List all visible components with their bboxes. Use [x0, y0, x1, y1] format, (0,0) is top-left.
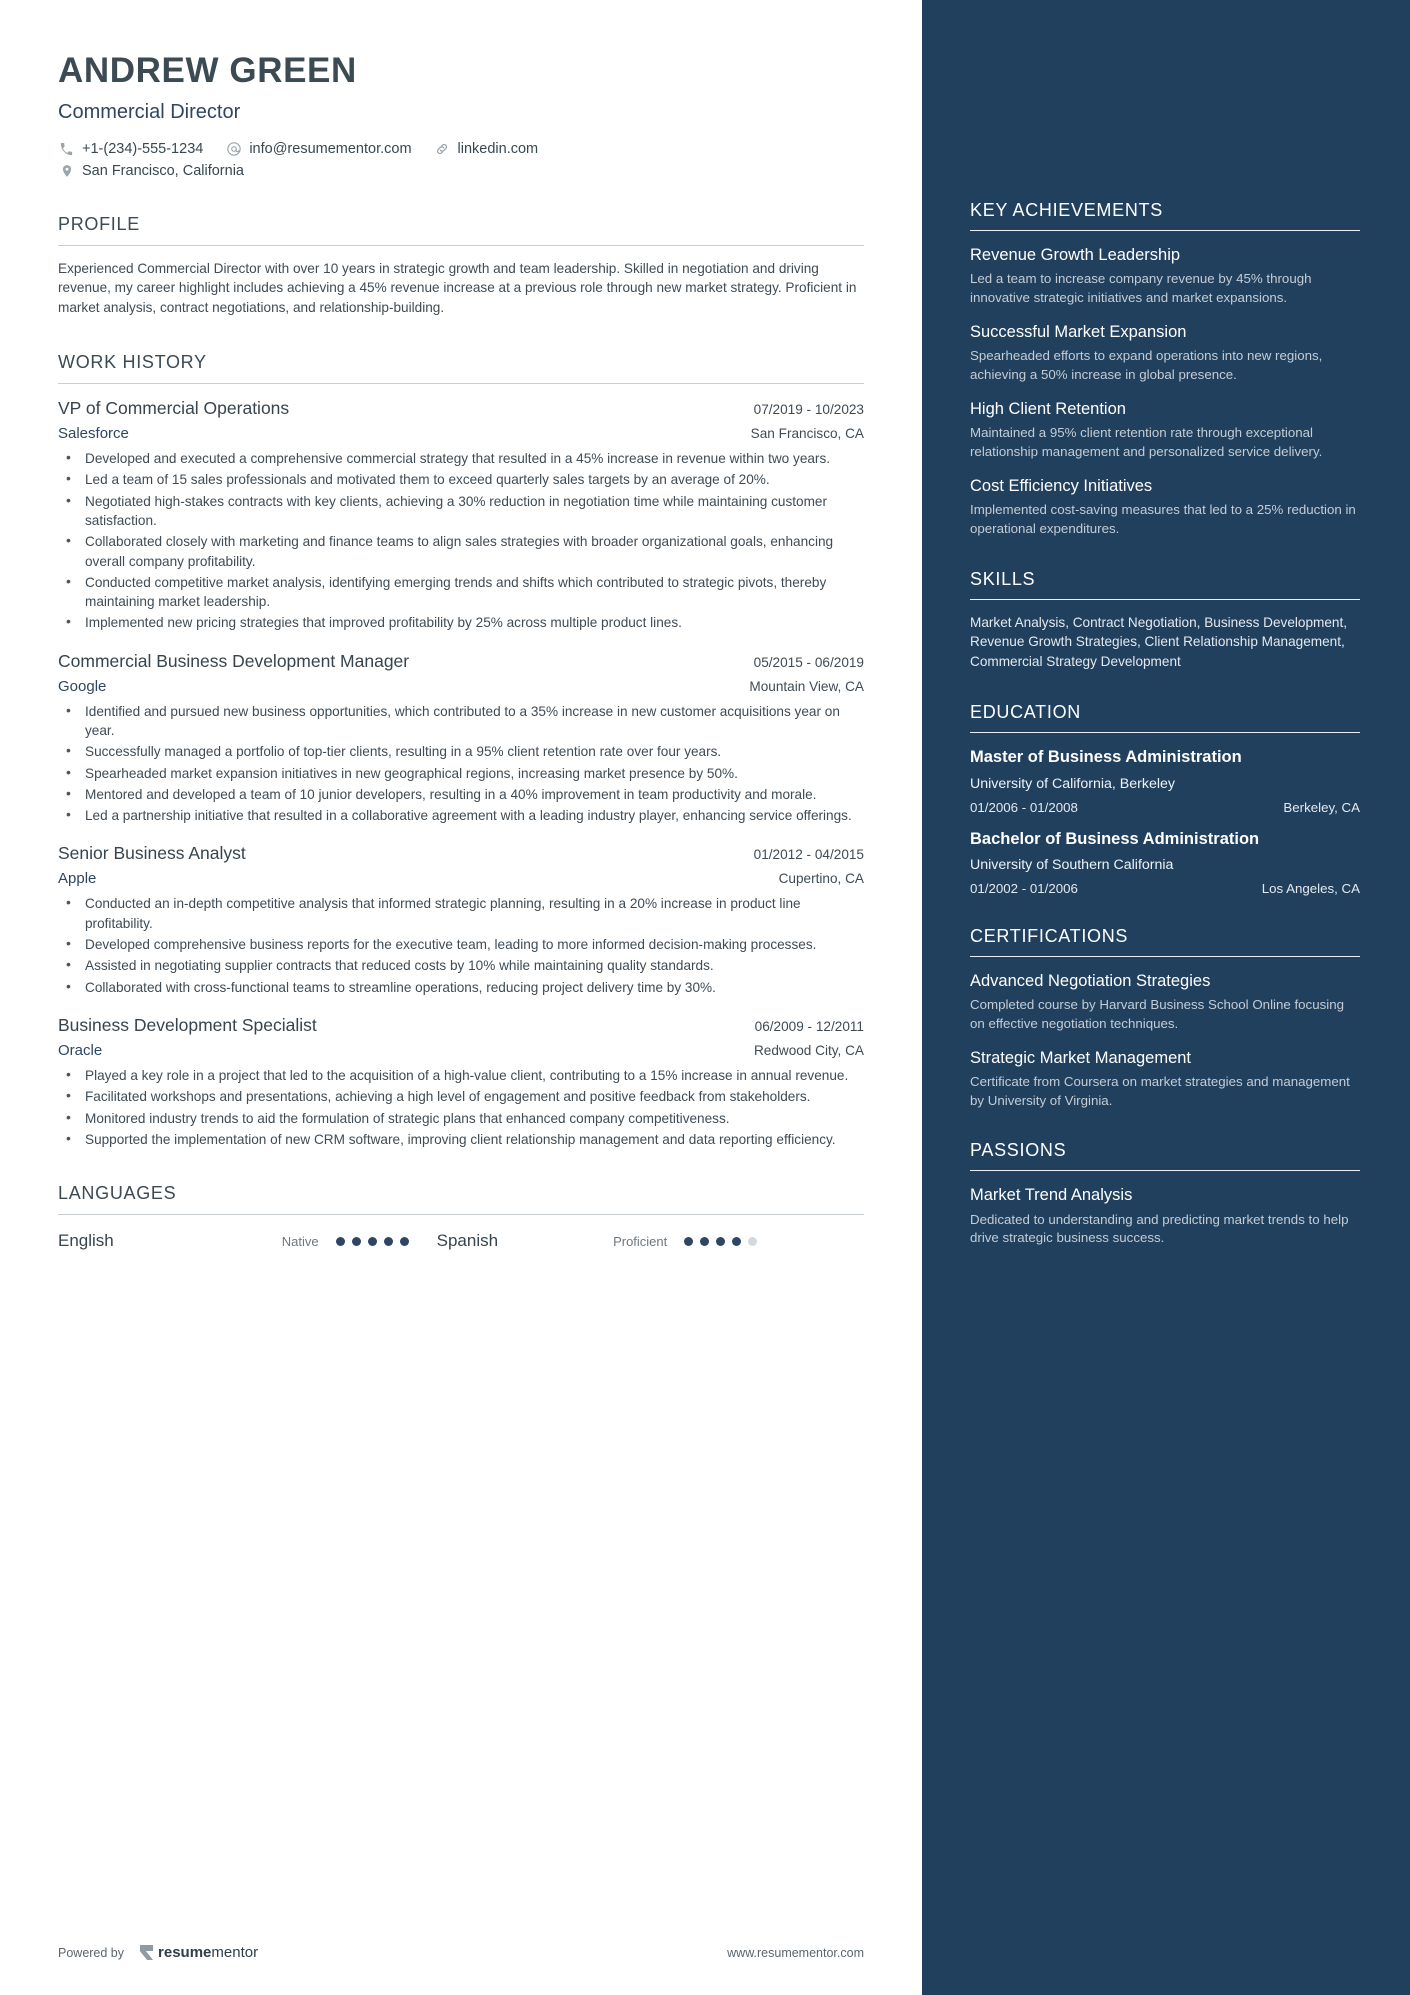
- linkedin-text: linkedin.com: [457, 141, 539, 157]
- sidebar-item-title: Advanced Negotiation Strategies: [970, 971, 1211, 990]
- job-bullet: • Successfully managed a portfolio of top-tier clients, resulting in a 95% client retention rate over four years.: [58, 742, 864, 761]
- divider: [58, 245, 864, 246]
- sidebar-item: [970, 245, 1360, 308]
- sidebar-item: [970, 322, 1360, 385]
- page-title: ANDREW GREEN: [58, 51, 357, 90]
- passions-heading: PASSIONS: [970, 1140, 1067, 1161]
- certification-list: [970, 971, 1360, 1111]
- job-bullet: • Conducted an in-depth competitive analysis that informed strategic planning, resulting in a 20% increase in product line profitability.: [58, 894, 864, 933]
- proficiency-dot: [384, 1237, 393, 1246]
- sidebar-section-achievements: [970, 200, 1360, 539]
- divider: [58, 1214, 864, 1215]
- contact-details: [58, 141, 864, 180]
- language-level: Proficient: [613, 1233, 668, 1249]
- section-work-history: [58, 352, 864, 1149]
- education-school: University of California, Berkeley: [970, 775, 1176, 792]
- divider: [970, 230, 1360, 231]
- job-entry: [58, 651, 864, 826]
- job-bullet: • Spearheaded market expansion initiatives in new geographical regions, increasing market presence by 50%.: [58, 764, 864, 783]
- education-degree: Bachelor of Business Administration: [970, 829, 1260, 848]
- education-list: [970, 747, 1360, 895]
- proficiency-dot: [716, 1237, 725, 1246]
- job-position: Commercial Business Development Manager: [58, 650, 410, 671]
- phone-text: +1-(234)-555-1234: [82, 141, 204, 157]
- skills-text: Market Analysis, Contract Negotiation, Business Development, Revenue Growth Strategies, Client Relationship Management, Commercial Strategy Development: [970, 614, 1348, 670]
- language-name: English: [58, 1231, 114, 1251]
- sidebar-item: [970, 1048, 1360, 1111]
- skills-heading: SKILLS: [970, 568, 1036, 589]
- contact-linkedin[interactable]: [434, 141, 539, 158]
- job-position: VP of Commercial Operations: [58, 398, 290, 419]
- work-history-heading: WORK HISTORY: [58, 352, 207, 373]
- job-bullet: • Facilitated workshops and presentations, achieving a high level of engagement and positive feedback from stakeholders.: [58, 1087, 864, 1106]
- language-item: [58, 1231, 409, 1251]
- language-item: [437, 1231, 758, 1251]
- job-bullet: • Played a key role in a project that led to the acquisition of a high-value client, contributing to a 15% increase in annual revenue.: [58, 1066, 864, 1085]
- education-dates: 01/2006 - 01/2008: [970, 799, 1078, 815]
- language-name: Spanish: [436, 1231, 499, 1251]
- job-list: [58, 398, 864, 1149]
- job-location: San Francisco, CA: [750, 426, 864, 442]
- job-company: Apple: [58, 870, 97, 888]
- job-company: Oracle: [58, 1041, 103, 1059]
- job-location: Mountain View, CA: [749, 678, 864, 694]
- profile-text: Experienced Commercial Director with over 10 years in strategic growth and team leadership. Skilled in negotiation and driving revenue, my career highlight includes achieving a 45% revenue increase at a previous role through new market strategy. Proficient in market analysis, contract negotiations, and relationship-building.: [58, 260, 857, 316]
- proficiency-dots: [677, 1237, 757, 1246]
- footer-website[interactable]: www.resumementor.com: [727, 1945, 864, 1960]
- logo-mark-icon: [140, 1945, 153, 1960]
- job-company: Google: [58, 677, 107, 695]
- proficiency-dot: [400, 1237, 409, 1246]
- education-location: Berkeley, CA: [1283, 799, 1360, 815]
- education-location: Los Angeles, CA: [1261, 880, 1360, 896]
- job-bullet: • Developed and executed a comprehensive commercial strategy that resulted in a 45% increase in revenue within two years.: [58, 449, 864, 468]
- passion-list: [970, 1185, 1360, 1248]
- job-title: Commercial Director: [58, 100, 241, 123]
- proficiency-dot: [700, 1237, 709, 1246]
- education-dates: 01/2002 - 01/2006: [970, 880, 1078, 896]
- contact-email[interactable]: [225, 141, 411, 158]
- job-dates: 01/2012 - 04/2015: [753, 847, 864, 863]
- job-bullet: • Assisted in negotiating supplier contracts that reduced costs by 10% while maintaining quality standards.: [58, 956, 864, 975]
- job-bullet: • Conducted competitive market analysis, identifying emerging trends and shifts which contributed to strategic pivots, thereby maintaining market leadership.: [58, 573, 864, 612]
- job-dates: 07/2019 - 10/2023: [753, 402, 864, 418]
- profile-heading: PROFILE: [58, 213, 140, 234]
- sidebar: [922, 0, 1410, 1995]
- job-location: Cupertino, CA: [778, 871, 864, 887]
- sidebar-item-description: Completed course by Harvard Business School Online focusing on effective negotiation techniques.: [970, 996, 1344, 1031]
- proficiency-dot: [336, 1237, 345, 1246]
- sidebar-section-education: [970, 702, 1360, 895]
- proficiency-dot: [684, 1237, 693, 1246]
- job-company-row: [58, 1042, 864, 1059]
- sidebar-item-description: Certificate from Coursera on market strategies and management by University of Virginia.: [970, 1073, 1350, 1108]
- job-company-row: [58, 425, 864, 442]
- footer: [58, 1944, 864, 1961]
- job-position: Senior Business Analyst: [58, 843, 246, 864]
- education-heading: EDUCATION: [970, 702, 1081, 723]
- education-item: [970, 747, 1360, 814]
- sidebar-item: [970, 399, 1360, 462]
- contact-line-1: [58, 141, 864, 158]
- powered-by-label: Powered by: [58, 1945, 125, 1960]
- sidebar-section-skills: [970, 569, 1360, 673]
- job-bullets: [58, 894, 864, 996]
- sidebar-item-title: Successful Market Expansion: [970, 322, 1187, 341]
- job-bullet: • Led a partnership initiative that resulted in a collaborative agreement with a leading industry player, enhancing service offerings.: [58, 806, 864, 825]
- job-bullets: [58, 702, 864, 826]
- sidebar-section-passions: [970, 1140, 1360, 1248]
- section-languages: [58, 1183, 864, 1251]
- job-title-row: [58, 398, 864, 419]
- job-bullet: • Negotiated high-stakes contracts with key clients, achieving a 30% reduction in negotiation time while maintaining customer satisfaction.: [58, 492, 864, 531]
- job-entry: [58, 843, 864, 996]
- job-bullets: [58, 449, 864, 633]
- location-text: San Francisco, California: [82, 163, 244, 179]
- sidebar-item-description: Implemented cost-saving measures that led to a 25% reduction in operational expenditures.: [970, 501, 1356, 536]
- languages-heading: LANGUAGES: [58, 1183, 177, 1204]
- section-profile: [58, 214, 864, 319]
- language-list: [58, 1231, 864, 1251]
- job-dates: 06/2009 - 12/2011: [754, 1018, 864, 1034]
- job-position: Business Development Specialist: [58, 1014, 317, 1035]
- certifications-heading: CERTIFICATIONS: [970, 925, 1129, 946]
- education-meta: [970, 881, 1360, 896]
- job-title-row: [58, 651, 864, 672]
- proficiency-dot: [352, 1237, 361, 1246]
- sidebar-item-title: Cost Efficiency Initiatives: [970, 476, 1153, 495]
- education-item: [970, 829, 1360, 896]
- achievement-list: [970, 245, 1360, 539]
- job-title-row: [58, 843, 864, 864]
- job-entry: [58, 1015, 864, 1149]
- divider: [970, 1170, 1360, 1171]
- proficiency-dot: [368, 1237, 377, 1246]
- job-title-row: [58, 1015, 864, 1036]
- job-bullet: • Led a team of 15 sales professionals and motivated them to exceed quarterly sales targets by an average of 20%.: [58, 470, 864, 489]
- sidebar-item-title: Strategic Market Management: [970, 1048, 1192, 1067]
- job-bullet: • Implemented new pricing strategies that improved profitability by 25% across multiple product lines.: [58, 613, 864, 632]
- job-bullet: • Collaborated with cross-functional teams to streamline operations, reducing project delivery time by 30%.: [58, 978, 864, 997]
- job-bullet: • Mentored and developed a team of 10 junior developers, resulting in a 40% improvement in team productivity and morale.: [58, 785, 864, 804]
- sidebar-section-certifications: [970, 926, 1360, 1111]
- sidebar-item: [970, 971, 1360, 1034]
- powered-by: [58, 1944, 258, 1961]
- sidebar-item: [970, 476, 1360, 539]
- proficiency-dot: [732, 1237, 741, 1246]
- sidebar-item-description: Led a team to increase company revenue by 45% through innovative strategic initiatives and market expansions.: [970, 271, 1312, 305]
- education-meta: [970, 800, 1360, 815]
- job-company-row: [58, 678, 864, 695]
- job-entry: [58, 398, 864, 633]
- divider: [970, 956, 1360, 957]
- sidebar-item: [970, 1185, 1360, 1248]
- sidebar-item-title: Market Trend Analysis: [970, 1186, 1133, 1205]
- job-location: Redwood City, CA: [753, 1042, 864, 1058]
- phone-icon: [58, 141, 75, 158]
- contact-phone[interactable]: [58, 141, 203, 158]
- job-dates: 05/2015 - 06/2019: [753, 654, 864, 670]
- job-company: Salesforce: [58, 425, 129, 443]
- sidebar-item-description: Dedicated to understanding and predicting market trends to help drive strategic business success.: [970, 1211, 1349, 1246]
- divider: [970, 599, 1360, 600]
- proficiency-dot: [748, 1237, 757, 1246]
- link-icon: [434, 141, 451, 158]
- contact-line-2: [58, 163, 864, 180]
- job-bullet: • Monitored industry trends to aid the formulation of strategic plans that enhanced company competitiveness.: [58, 1109, 864, 1128]
- job-company-row: [58, 870, 864, 887]
- brand-light: mentor: [211, 1944, 259, 1961]
- contact-location: [58, 163, 244, 180]
- job-bullet: • Supported the implementation of new CRM software, improving client relationship management and data reporting efficiency.: [58, 1130, 864, 1149]
- achievements-heading: KEY ACHIEVEMENTS: [970, 200, 1163, 220]
- education-degree: Master of Business Administration: [970, 748, 1242, 767]
- email-text: info@resumementor.com: [249, 141, 412, 157]
- job-bullet: • Collaborated closely with marketing and finance teams to align sales strategies with broader organizational goals, enhancing overall company profitability.: [58, 532, 864, 571]
- proficiency-dots: [329, 1237, 409, 1246]
- education-school: University of Southern California: [970, 856, 1174, 873]
- email-icon: [225, 141, 242, 158]
- job-bullet: • Identified and pursued new business opportunities, which contributed to a 35% increase in new customer acquisitions year on year.: [58, 702, 864, 741]
- job-bullet: • Developed comprehensive business reports for the executive team, leading to more informed decision-making processes.: [58, 935, 864, 954]
- divider: [970, 732, 1360, 733]
- resumementor-logo: [140, 1944, 258, 1961]
- sidebar-item-description: Maintained a 95% client retention rate through exceptional relationship management and personalized service delivery.: [970, 424, 1323, 459]
- brand-bold: resume: [158, 1944, 212, 1961]
- job-bullets: [58, 1066, 864, 1149]
- location-icon: [58, 163, 75, 180]
- sidebar-item-title: High Client Retention: [970, 399, 1126, 418]
- divider: [58, 383, 864, 384]
- language-level: Native: [281, 1233, 319, 1249]
- sidebar-item-title: Revenue Growth Leadership: [970, 246, 1181, 264]
- sidebar-item-description: Spearheaded efforts to expand operations into new regions, achieving a 50% increase in global presence.: [970, 348, 1323, 382]
